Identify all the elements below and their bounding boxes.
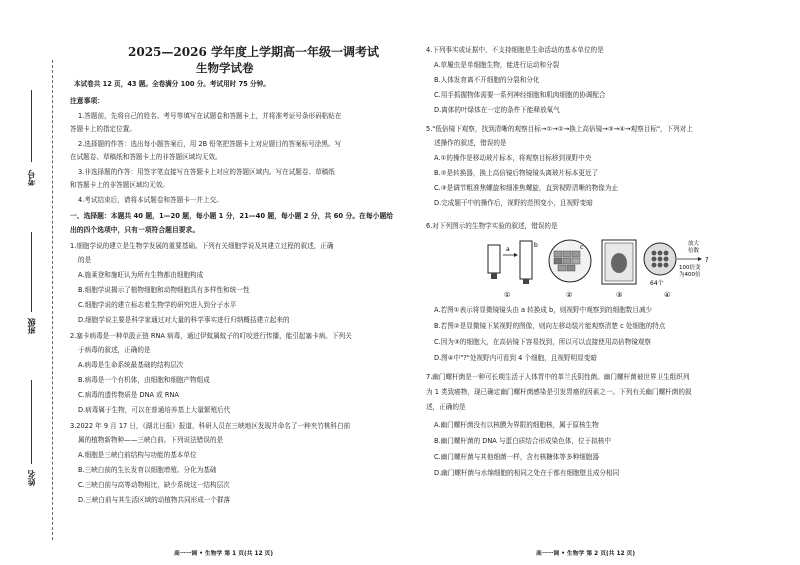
note-line: 4.考试结束后，请将本试题卷和答题卡一并上交。	[78, 196, 223, 204]
figure-3-cell	[602, 240, 636, 299]
cell	[572, 251, 580, 257]
question-stem: 7.幽门螺杆菌是一种可长期生活于人体胃中的革兰氏阴性菌。幽门螺杆菌被世界卫生组织列	[426, 373, 690, 381]
note-line: 2.选择题的作答：选出每小题答案后，用 2B 铅笔把答题卡上对应题目的答案标号涂黑。写	[78, 140, 342, 148]
question-stem: 4.下列事实或证据中，不支持细胞是生命活动的基本单位的是	[426, 46, 604, 54]
option-b: B.若图②是显微镜下某视野的图像，则向左移动装片能观察清楚 c 处细胞的特点	[434, 322, 666, 330]
option-b: B.人体发育离不开细胞的分裂和分化	[434, 76, 540, 84]
exam-number-line	[31, 90, 32, 162]
question-stem: 于病毒的叙述，正确的是	[78, 346, 151, 354]
magnification-text: 为400倍	[679, 272, 701, 278]
class-line	[31, 232, 32, 312]
arrow-head	[514, 253, 518, 257]
option-b: B.三峡白前的生长发育以细胞增殖、分化为基础	[78, 466, 217, 474]
cell-dot	[658, 263, 663, 268]
label-c: c	[580, 244, 584, 251]
question-stem: 6.对下列图示的生物学实验的叙述，错误的是	[426, 222, 558, 230]
cell-dot	[664, 263, 669, 268]
label-b: b	[534, 242, 538, 249]
section-1-heading: 一、选择题：本题共 40 题，1—20 题，每小题 1 分，21—40 题，每小题 2 分，共 60 分。在每小题给	[70, 212, 394, 220]
option-c: C.③是调节粗准焦螺旋和细准焦螺旋，直到视野清晰的物像为止	[434, 184, 619, 192]
cell-dot	[664, 251, 669, 256]
figure-mark-4: ④	[664, 291, 671, 299]
question-stem: 1.细胞学说的建立是生物学发展的重要基础。下列有关细胞学说及其建立过程的叙述，正确	[70, 242, 334, 250]
cell	[563, 258, 571, 264]
cell	[572, 258, 580, 264]
nucleus	[611, 253, 627, 273]
option-a: A.草履虫是单细胞生物，能进行运动和分裂	[434, 61, 560, 69]
name-line	[31, 380, 32, 464]
option-c: C.细胞学说的建立标志着生物学的研究进入到分子水平	[78, 301, 237, 309]
option-b: B.②是转换器，换上高倍镜后物镜镜头离玻片标本更近了	[434, 169, 599, 177]
cell	[554, 258, 562, 264]
question-stem: 述操作的叙述，错误的是	[434, 139, 507, 147]
arrow-head	[698, 257, 702, 261]
page-2	[426, 0, 774, 565]
figure-mark-1: ①	[504, 291, 511, 299]
option-a: A.施莱登和施旺认为所有生物都由细胞构成	[78, 271, 204, 279]
page-2-footer: 高一一调 • 生物学 第 2 页(共 12 页)	[536, 551, 635, 557]
cell	[554, 251, 562, 257]
objective-b	[520, 241, 532, 279]
label-a: a	[506, 246, 510, 253]
figure-1-objectives	[488, 241, 538, 299]
figure-4-magnification	[644, 239, 709, 299]
cell-dot	[652, 257, 657, 262]
cell-dot	[652, 251, 657, 256]
option-c: C.因为③的细胞大，在高倍镜下容易找到，所以可以直接使用高倍物镜观察	[434, 338, 652, 346]
option-d: D.图④中"?"处视野内可看到 4 个细胞，且视野明显变暗	[434, 354, 597, 362]
question-mark: ?	[705, 256, 709, 264]
exam-number-label: 考号	[27, 170, 36, 186]
objective-b-lens	[523, 279, 529, 284]
question-stem: 为 1 类致癌物，现已确定幽门螺杆菌感染是引发胃癌的因素之一。下列有关幽门螺杆菌的叙	[426, 388, 692, 396]
option-a: A.①的操作是移动玻片标本，将观察目标移到视野中央	[434, 154, 592, 162]
magnification-text: 倍数	[688, 248, 700, 254]
option-d: D.三峡白前与其生活区域的动植物共同形成一个群落	[78, 496, 231, 504]
note-line: 1.答题前，先将自己的姓名、考号等填写在试题卷和答题卡上，并将准考证号条形码粘贴在	[78, 112, 342, 120]
option-c: C.用手抓握物体需要一系列神经细胞和肌肉细胞的协调配合	[434, 91, 606, 99]
option-a: A.病毒是生命系统最基础的结构层次	[78, 361, 184, 369]
note-line: 3.非选择题的作答：用签字笔直接写在答题卡上对应的答题区域内。写在试题卷、草稿纸	[78, 168, 335, 176]
question-stem: 的是	[78, 256, 92, 264]
note-line: 在试题卷、草稿纸和答题卡上的非答题区域均无效。	[70, 153, 222, 161]
magnification-text: 放大	[688, 241, 700, 247]
page-1	[70, 0, 408, 565]
option-d: D.病毒属于生物，可以在普通培养基上大量繁殖后代	[78, 406, 231, 414]
microscope-figures	[484, 237, 716, 303]
option-c: C.幽门螺杆菌与其他细菌一样，含有核糖体等多种细胞器	[434, 453, 599, 461]
question-stem: 属的植物新物种——三峡白前。下列说法错误的是	[78, 436, 224, 444]
option-b: B.幽门螺杆菌的 DNA 与蛋白质结合形成染色体，位于拟核中	[434, 437, 611, 445]
option-a: A.若图①表示将显微镜镜头由 a 转换成 b，则视野中观察到的细胞数目减少	[434, 306, 653, 314]
class-label: 班级	[27, 318, 36, 334]
cell-dot	[658, 251, 663, 256]
question-stem: 述，正确的是	[426, 403, 466, 411]
note-line: 答题卡上的指定位置。	[70, 125, 136, 133]
binding-margin	[0, 0, 58, 565]
notes-heading: 注意事项：	[70, 97, 104, 105]
exam-subtitle: 生物学试卷	[196, 61, 254, 75]
figure-mark-2: ②	[566, 291, 573, 299]
magnification-text: 100倍变	[679, 265, 701, 271]
cell-dot	[658, 257, 663, 262]
section-1-heading-cont: 出的四个选项中，只有一项符合题目要求。	[70, 226, 200, 234]
option-d: D.完成题干中的操作后，视野的范围变小，且视野变暗	[434, 199, 593, 207]
option-d: D.离体的叶绿体在一定的条件下能释放氧气	[434, 106, 560, 114]
cell-dot	[664, 257, 669, 262]
cell	[563, 251, 571, 257]
seal-line	[52, 60, 53, 540]
option-a: A.幽门螺杆菌没有以核膜为界限的细胞核，属于原核生物	[434, 421, 599, 429]
objective-a-lens	[491, 273, 497, 279]
question-stem: 3.2022 年 9 月 17 日，《湖北日报》报道，科研人员在三峡地区发现并命名了一种夹竹桃科白前	[70, 422, 351, 430]
option-c: C.三峡白前与高等动物相比，缺少系统这一结构层次	[78, 481, 230, 489]
cell	[558, 265, 566, 271]
figure-2-field	[549, 240, 591, 299]
exam-title: 2025—2026 学年度上学期高一年级一调考试	[128, 45, 379, 59]
cell	[567, 265, 575, 271]
question-stem: 2.塞卡病毒是一种单股正链 RNA 病毒，通过伊蚊属蚊子的叮咬进行传播，能引起塞卡病。下列关	[70, 332, 352, 340]
page-1-footer: 高一一调 • 生物学 第 1 页(共 12 页)	[174, 551, 273, 557]
cell-count: 64个	[650, 280, 664, 287]
option-d: D.细胞学说主要是科学家通过对大量的科学事实进行归纳概括建立起来的	[78, 316, 290, 324]
note-line: 和答题卡上的非答题区域均无效。	[70, 181, 169, 189]
objective-a	[488, 245, 500, 273]
exam-info: 本试卷共 12 页，43 题。全卷满分 100 分。考试用时 75 分钟。	[74, 80, 270, 88]
option-d: D.幽门螺杆菌与水绵细胞的相同之处在于都有细胞壁且成分相同	[434, 469, 620, 477]
option-c: C.病毒的遗传物质是 DNA 或 RNA	[78, 391, 179, 399]
figure-mark-3: ③	[616, 291, 623, 299]
option-a: A.细胞是三峡白前结构与功能的基本单位	[78, 451, 197, 459]
option-b: B.细胞学说揭示了植物细胞和动物细胞具有多样性和统一性	[78, 286, 250, 294]
question-stem: 5."低倍镜下观察，找到清晰的观察目标→①→②→换上高倍镜→③→④→观察目标"，下列对上	[426, 125, 693, 133]
name-label: 姓名	[27, 470, 36, 486]
cell-dot	[652, 263, 657, 268]
option-b: B.病毒是一个有机体，由细胞和细胞产物组成	[78, 376, 210, 384]
